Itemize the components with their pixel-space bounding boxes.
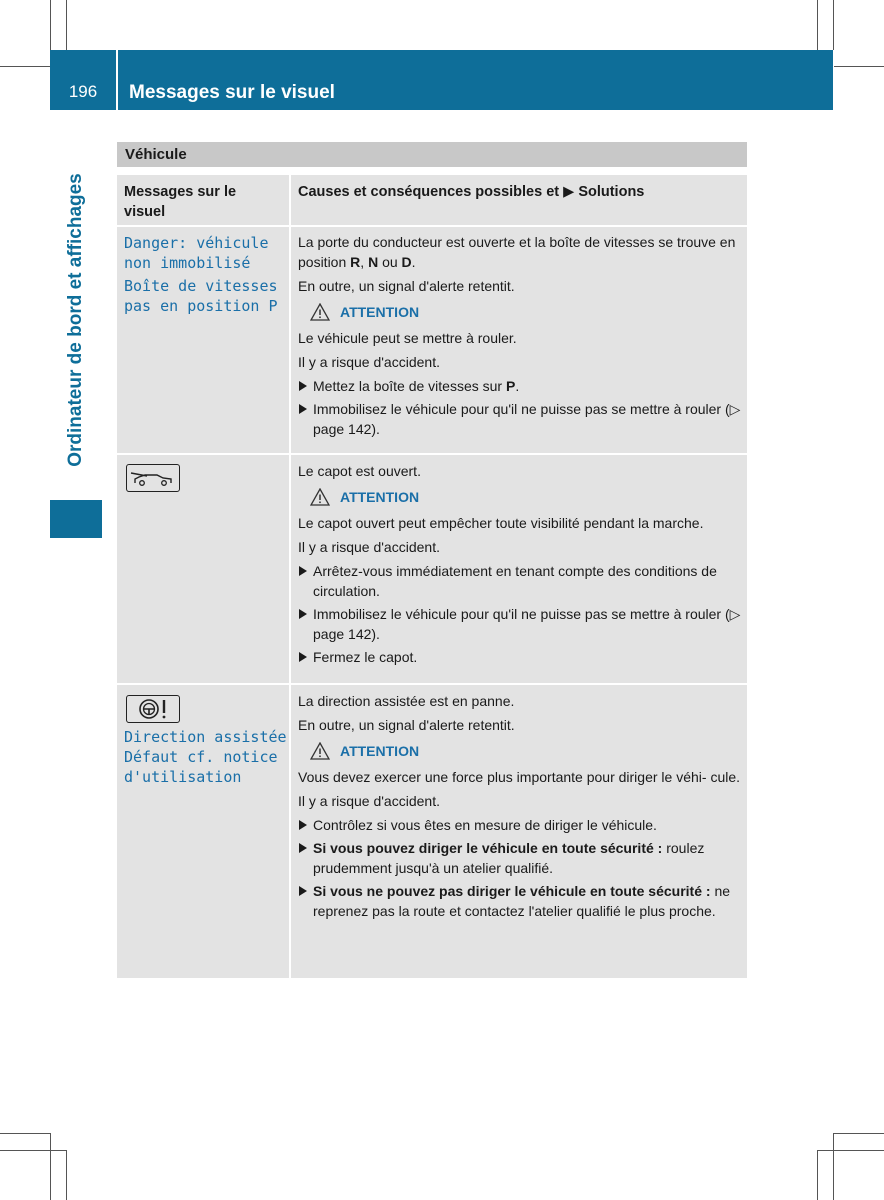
column-header-label: Causes et conséquences possibles et ▶ Solutions bbox=[298, 184, 645, 200]
warning-heading bbox=[310, 487, 744, 507]
message-cell bbox=[117, 455, 289, 683]
intro-text: En outre, un signal d'alerte retentit. bbox=[298, 278, 515, 294]
crop-mark bbox=[66, 0, 67, 50]
solution-cell bbox=[291, 455, 747, 683]
column-header-label: Messages sur le visuel bbox=[124, 184, 237, 220]
instruction-item: Fermez le capot. bbox=[298, 647, 744, 667]
column-header-messages bbox=[117, 175, 289, 225]
crop-mark bbox=[0, 66, 50, 67]
crop-mark bbox=[834, 1133, 884, 1134]
instruction-item: Arrêtez-vous immédiatement en tenant compte des conditions de circulation. bbox=[298, 561, 744, 601]
instruction-item: Contrôlez si vous êtes en mesure de diriger le véhicule. bbox=[298, 815, 744, 835]
car-hood-open-icon bbox=[126, 464, 180, 492]
intro-text: La porte du conducteur est ouverte et la boîte de vitesses se trouve en position R, N ou D. bbox=[298, 234, 736, 270]
display-message: Danger: véhicule non immobilisé bbox=[124, 234, 269, 272]
table-header-row bbox=[117, 175, 747, 225]
car-hood-open-icon bbox=[127, 465, 179, 491]
page-number: 196 bbox=[68, 82, 98, 101]
chapter-tab bbox=[50, 500, 102, 538]
display-message: Boîte de vitesses pas en position P bbox=[124, 277, 278, 315]
column-header-causes bbox=[291, 175, 747, 225]
instruction-item: Immobilisez le véhicule pour qu'il ne puisse pas se mettre à rouler (▷ page 142). bbox=[298, 399, 744, 439]
table-row bbox=[117, 227, 747, 453]
intro-text: La direction assistée est en panne. bbox=[298, 693, 515, 709]
warning-triangle-icon bbox=[310, 742, 330, 760]
crop-mark bbox=[834, 66, 884, 67]
warning-heading bbox=[310, 302, 744, 322]
instruction-item: Si vous pouvez diriger le véhicule en toute sécurité : roulez prudemment jusqu'à un atelier qualifié. bbox=[298, 838, 744, 878]
warning-label: ATTENTION bbox=[340, 743, 420, 759]
warning-heading bbox=[310, 741, 744, 761]
crop-mark bbox=[0, 1133, 50, 1134]
warning-text: Le véhicule peut se mettre à rouler. bbox=[298, 330, 517, 346]
warning-text: Vous devez exercer une force plus importante pour diriger le véhi- cule. bbox=[298, 769, 741, 785]
crop-mark bbox=[50, 0, 51, 50]
crop-mark bbox=[50, 1133, 51, 1200]
crop-mark bbox=[817, 0, 818, 50]
page-title: Messages sur le visuel bbox=[129, 82, 335, 103]
solution-text bbox=[298, 691, 744, 924]
chapter-title: Ordinateur de bord et affichages bbox=[65, 173, 86, 467]
message-cell bbox=[117, 227, 289, 453]
section-title: Véhicule bbox=[125, 146, 187, 163]
solution-text bbox=[298, 461, 744, 670]
intro-text: En outre, un signal d'alerte retentit. bbox=[298, 717, 515, 733]
instruction-item: Si vous ne pouvez pas diriger le véhicule en toute sécurité : ne reprenez pas la route et contactez l'atelier qualifié le plus proche. bbox=[298, 881, 744, 921]
table-row bbox=[117, 685, 747, 978]
crop-mark bbox=[833, 1133, 834, 1200]
message-cell bbox=[117, 685, 289, 978]
instruction-item: Mettez la boîte de vitesses sur P. bbox=[298, 376, 744, 396]
warning-text: Il y a risque d'accident. bbox=[298, 793, 440, 809]
solution-text bbox=[298, 232, 744, 442]
warning-triangle-icon bbox=[310, 488, 330, 506]
instruction-item: Immobilisez le véhicule pour qu'il ne puisse pas se mettre à rouler (▷ page 142). bbox=[298, 604, 744, 644]
warning-label: ATTENTION bbox=[340, 489, 420, 505]
display-message: Direction assistée Défaut cf. notice d'utilisation bbox=[124, 728, 287, 786]
table-row bbox=[117, 455, 747, 683]
crop-mark bbox=[833, 0, 834, 50]
warning-label: ATTENTION bbox=[340, 304, 420, 320]
crop-mark bbox=[817, 1150, 818, 1200]
crop-mark bbox=[66, 1150, 67, 1200]
crop-mark bbox=[817, 1150, 884, 1151]
solution-cell bbox=[291, 685, 747, 978]
warning-triangle-icon bbox=[310, 303, 330, 321]
steering-warning-icon bbox=[127, 696, 179, 722]
header-divider bbox=[116, 50, 118, 110]
warning-text: Le capot ouvert peut empêcher toute visibilité pendant la marche. bbox=[298, 515, 704, 531]
warning-text: Il y a risque d'accident. bbox=[298, 539, 440, 555]
warning-text: Il y a risque d'accident. bbox=[298, 354, 440, 370]
crop-mark bbox=[0, 1150, 66, 1151]
solution-cell bbox=[291, 227, 747, 453]
steering-warning-icon bbox=[126, 695, 180, 723]
intro-text: Le capot est ouvert. bbox=[298, 463, 421, 479]
table-section-header bbox=[117, 142, 747, 167]
